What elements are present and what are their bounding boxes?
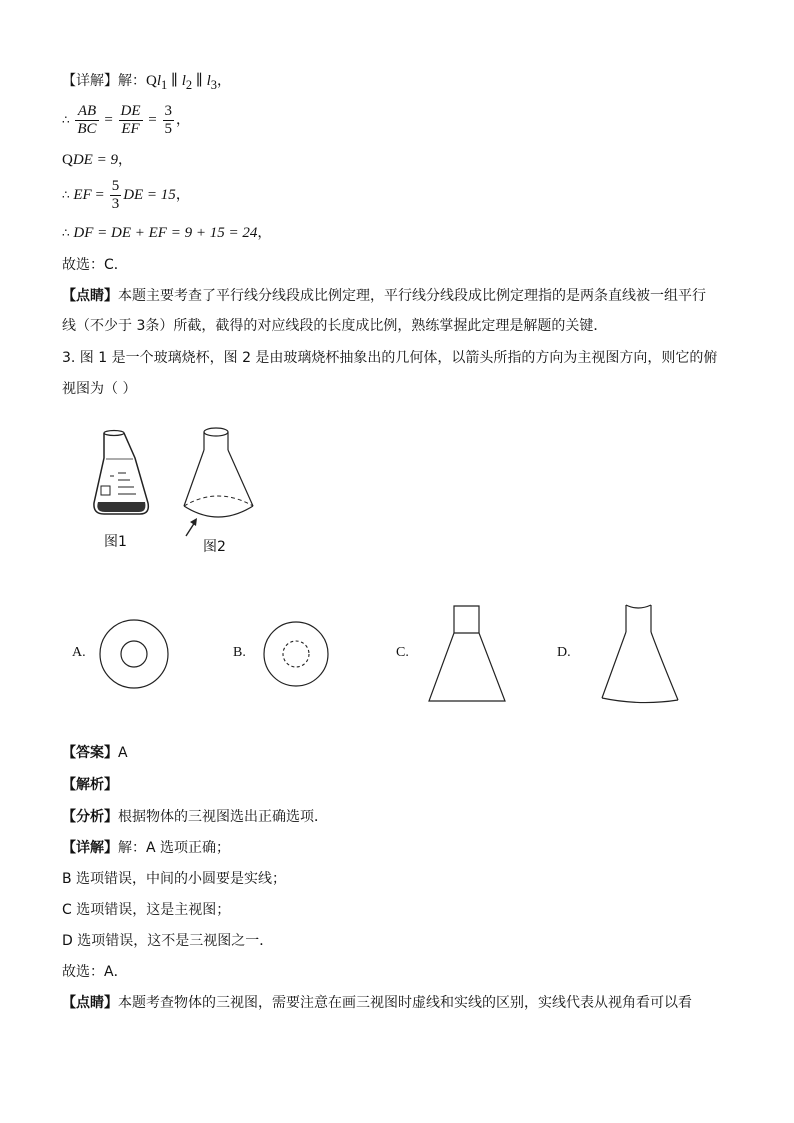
de-value-line: QDE = 9， [62, 152, 132, 168]
option-d-explanation: D 选项错误，这不是三视图之一． [62, 933, 274, 949]
ef-calc: DE = 15 [123, 186, 176, 203]
df-calc-line: ∴ DF = DE + EF = 9 + 15 = 24， [62, 225, 272, 241]
frac-five-thirds: $\frac{5}{3}$ [111, 178, 120, 212]
ratio-equation: ∴ $\frac{AB}{BC}$ = $\frac{DE}{EF}$ = $\frac{3}{5}$ ， [62, 103, 190, 137]
fenxi-line: 【分析】根据物体的三视图选出正确选项． [62, 809, 328, 825]
comment-tag: 【点睛】 [62, 288, 118, 304]
answer-tag: 【答案】 [62, 745, 118, 761]
comment-1-line-2: 线（不少于 3条）所截，截得的对应线段的长度成比例，熟练掌握此定理是解题的关键． [62, 318, 608, 334]
beaker-figure-icon [90, 428, 160, 520]
detail-line-1: 【详解】解：$Ql_1$ ∥ $l_2$ ∥ $l_3$， [62, 73, 231, 92]
option-d-label: D. [557, 645, 571, 660]
analysis-tag: 【解析】 [62, 777, 118, 793]
option-b-figure-icon [262, 620, 330, 688]
comment-1-line-1: 【点睛】本题主要考查了平行线分线段成比例定理，平行线分线段成比例定理指的是两条直线被一组平行 [62, 288, 706, 304]
ratio-de-ef: $\frac{DE}{EF}$ [120, 103, 141, 137]
option-b-label: B. [233, 645, 246, 660]
option-c-label: C. [396, 645, 409, 660]
answer-line [62, 743, 128, 763]
detail-intro: 解： [118, 73, 146, 89]
answer-value: A [118, 745, 128, 761]
option-b-explanation: B 选项错误，中间的小圆要是实线； [62, 871, 287, 887]
option-a-figure-icon [98, 618, 170, 690]
parallel-statement: $Ql_1$ ∥ $l_2$ ∥ $l_3$ [146, 73, 217, 92]
ratio-ab-bc: $\frac{AB}{BC}$ [77, 103, 97, 137]
answer-choice-2: 故选：A． [62, 964, 128, 980]
detail-line-2: 【详解】解：A 选项正确； [62, 840, 231, 856]
detail-tag: 【详解】 [62, 73, 118, 89]
option-d-figure-icon [598, 602, 682, 706]
figure-1-caption: 图1 [104, 534, 127, 550]
ratio-three-fifths: $\frac{3}{5}$ [164, 103, 172, 137]
frustum-figure-icon [178, 424, 262, 539]
ef-calc-line: ∴ EF = $\frac{5}{3}$ DE = 15， [62, 178, 190, 212]
option-a-label: A. [72, 645, 86, 660]
de-value: DE = 9 [72, 152, 118, 168]
df-calc: DF = DE + EF = 9 + 15 = 24 [73, 225, 258, 241]
comment-2-line: 【点睛】本题考查物体的三视图，需要注意在画三视图时虚线和实线的区别，实线代表从视角看可以看 [62, 995, 692, 1011]
question-3-line-1: 3. 图 1 是一个玻璃烧杯，图 2 是由玻璃烧杯抽象出的几何体，以箭头所指的方向为主视图方向，则它的俯 [62, 350, 718, 366]
option-c-figure-icon [426, 605, 508, 703]
question-3-line-2: 视图为（ ） [62, 381, 137, 397]
figure-2-caption: 图2 [203, 539, 226, 555]
option-c-explanation: C 选项错误，这是主视图； [62, 902, 231, 918]
answer-choice-1: 故选：C． [62, 257, 128, 273]
